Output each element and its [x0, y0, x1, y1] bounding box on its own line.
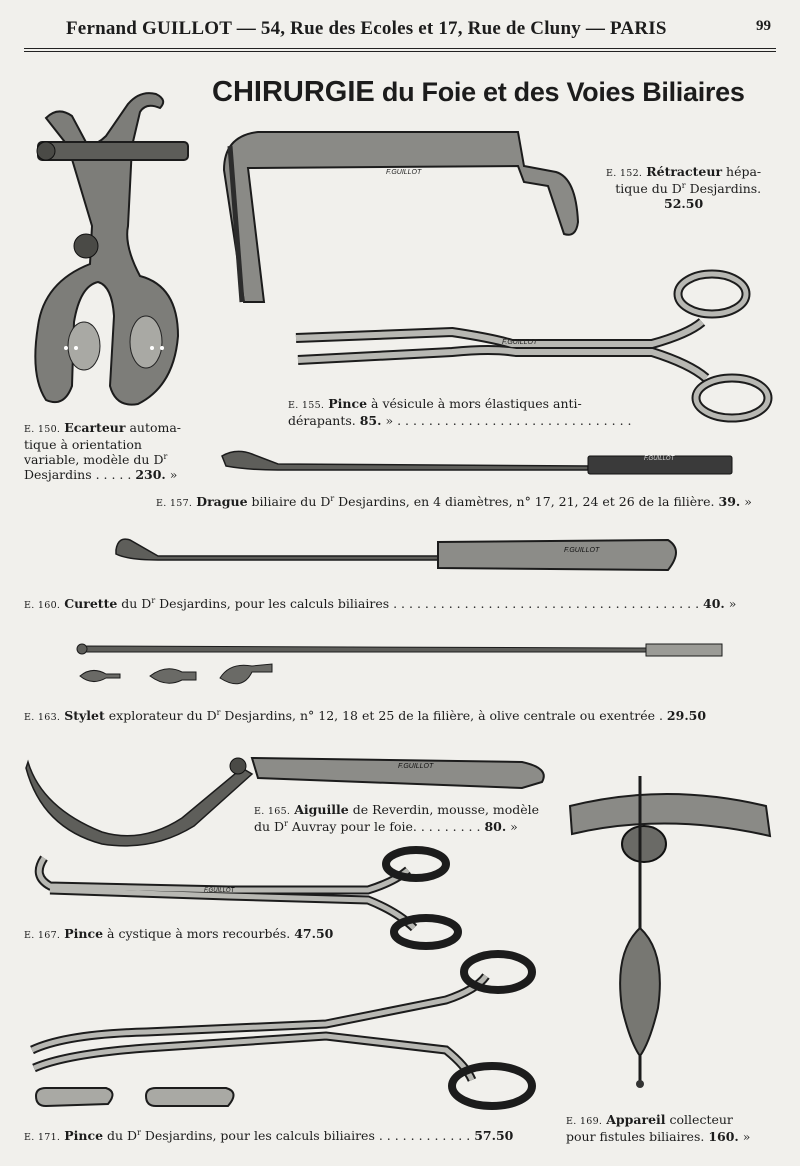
item-code: E. 155.: [288, 400, 325, 411]
caption-text: biliaire du D: [247, 494, 331, 509]
item-price: 57.50: [474, 1128, 514, 1143]
item-code: E. 167.: [24, 930, 61, 941]
item-code: E. 165.: [254, 806, 291, 817]
item-price: 47.50: [294, 926, 334, 941]
item-price: 39.: [718, 494, 741, 509]
caption-e152: [606, 164, 761, 211]
curette-e160-illustration: [108, 530, 688, 580]
item-code: E. 150.: [24, 424, 61, 435]
caption-text: du D: [103, 1128, 138, 1143]
item-name: Stylet: [64, 708, 105, 723]
caption-e155: [288, 396, 632, 428]
caption-text: automa-: [125, 420, 182, 435]
engraving-mark: F.GUILLOT: [386, 169, 422, 176]
item-name: Pince: [328, 396, 368, 411]
caption-text: Desjardins, pour les calculs biliaires . . . . . . . . . . . .: [140, 1128, 475, 1143]
item-name: Pince: [64, 1128, 104, 1143]
caption-text: à vésicule à mors élastiques anti-: [367, 396, 582, 411]
item-name: Ecarteur: [64, 420, 126, 435]
caption-e157: [156, 494, 752, 511]
caption-text: hépa-: [722, 164, 762, 179]
item-code: E. 169.: [566, 1116, 603, 1127]
superscript: r: [681, 180, 686, 190]
stylet-e163-illustration: [72, 636, 728, 696]
caption-text: tique du D: [615, 181, 682, 196]
item-price: 85.: [359, 413, 382, 428]
page-title: [212, 76, 745, 109]
caption-text: du D: [117, 596, 152, 611]
item-name: Appareil: [606, 1112, 666, 1127]
engraving-mark: F.GUILLOT: [644, 456, 675, 462]
caption-text: à cystique à mors recourbés.: [103, 926, 295, 941]
item-price: 29.50: [666, 708, 707, 723]
caption-e163: [24, 708, 706, 725]
caption-text: Desjardins, pour les calculs biliaires . . . . . . . . . . . . . . . . . . . . . . . . . . . . . . . . . . . . . . .: [155, 596, 704, 611]
superscript: r: [137, 1127, 141, 1137]
item-name: Pince: [64, 926, 104, 941]
caption-text: explorateur du D: [104, 708, 217, 723]
caption-text: » . . . . . . . . . . . . . . . . . . . . . . . . . . . . . .: [381, 413, 632, 428]
caption-text: »: [740, 494, 752, 509]
item-name: Drague: [196, 494, 248, 509]
caption-text: Desjardins.: [685, 181, 762, 196]
caption-text: collecteur: [665, 1112, 733, 1127]
item-name: Aiguille: [294, 802, 349, 817]
item-price: 40.: [703, 596, 725, 611]
engraving-mark: F.GUILLOT: [564, 547, 600, 554]
item-price: 160.: [708, 1129, 739, 1144]
item-code: E. 160.: [24, 600, 61, 611]
caption-text: de Reverdin, mousse, modèle: [348, 802, 540, 817]
retractor-e150-illustration: [28, 86, 198, 416]
superscript: r: [330, 493, 335, 503]
item-code: E. 157.: [156, 498, 193, 509]
caption-text: dérapants.: [288, 413, 360, 428]
caption-e150: [24, 420, 181, 482]
title-main-word: CHIRURGIE: [212, 76, 375, 108]
caption-text: Desjardins, en 4 diamètres, n° 17, 21, 24 et 26 de la filière.: [334, 494, 719, 509]
caption-text: pour fistules biliaires.: [566, 1129, 709, 1144]
caption-e167: [24, 926, 333, 943]
caption-text: Desjardins . . . . .: [24, 467, 136, 482]
stone-forceps-e171-illustration: [26, 950, 546, 1120]
caption-text: »: [738, 1129, 751, 1144]
header-rule-bottom: [24, 51, 776, 52]
caption-text: variable, modèle du D: [24, 452, 164, 467]
bile-collector-e169-illustration: [566, 772, 780, 1092]
caption-text: »: [506, 819, 518, 834]
page-number: 99: [756, 18, 771, 34]
caption-text: tique à orientation: [24, 437, 142, 452]
superscript: r: [284, 818, 288, 828]
item-name: Rétracteur: [646, 164, 723, 179]
biliary-dredge-e157-illustration: [218, 446, 738, 480]
caption-e160: [24, 596, 736, 613]
caption-e171: [24, 1128, 513, 1145]
item-price: 52.50: [664, 196, 704, 211]
caption-text: »: [724, 596, 737, 611]
header-rule-top: [24, 48, 776, 49]
engraving-mark: F.GUILLOT: [204, 888, 235, 894]
caption-text: »: [165, 467, 178, 482]
item-code: E. 152.: [606, 168, 643, 179]
caption-text: du D: [254, 819, 285, 834]
item-code: E. 163.: [24, 712, 61, 723]
title-rest: du Foie et des Voies Biliaires: [374, 77, 745, 107]
item-price: 230.: [135, 467, 166, 482]
page-header: Fernand GUILLOT — 54, Rue des Ecoles et 17, Rue de Cluny — PARIS: [66, 18, 667, 39]
item-price: 80.: [484, 819, 507, 834]
caption-text: Auvray pour le foie. . . . . . . . .: [287, 819, 485, 834]
superscript: r: [216, 707, 221, 717]
superscript: r: [163, 451, 168, 461]
item-code: E. 171.: [24, 1132, 61, 1143]
caption-e165: [254, 802, 539, 834]
engraving-mark: F.GUILLOT: [502, 339, 538, 346]
caption-text: Desjardins, n° 12, 18 et 25 de la filière, à olive centrale ou exentrée .: [220, 708, 667, 723]
caption-e169: [566, 1112, 750, 1144]
superscript: r: [151, 595, 156, 605]
item-name: Curette: [64, 596, 118, 611]
engraving-mark: F.GUILLOT: [398, 763, 434, 770]
